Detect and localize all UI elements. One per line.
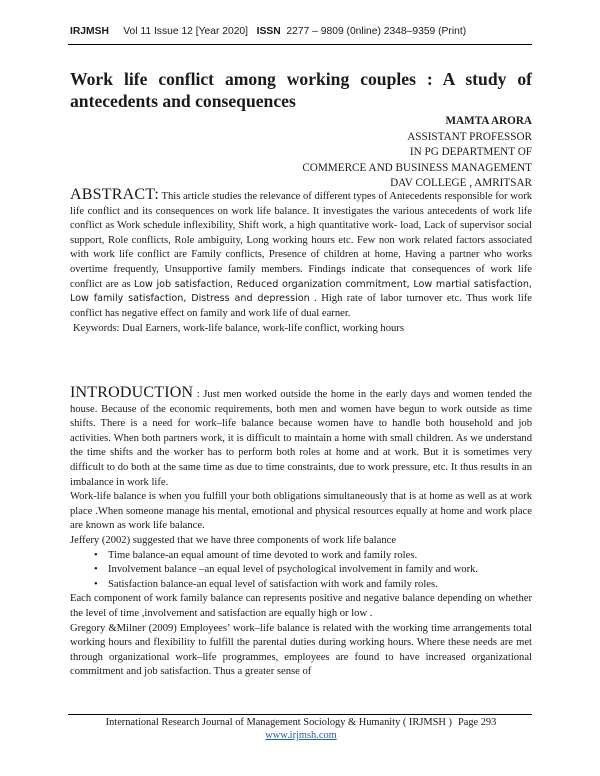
list-item (94, 578, 532, 593)
balance-components-list (70, 549, 532, 593)
paper-title: Work life conflict among working couples : A study of antecedents and consequences (70, 69, 532, 111)
list-item (94, 549, 532, 564)
footer-journal-name: International Research Journal of Management Sociology & Humanity ( IRJMSH ) (105, 717, 452, 728)
author-affiliation-line: IN PG DEPARTMENT OF (409, 146, 532, 159)
list-item (94, 563, 532, 578)
issn-label: ISSN (256, 26, 281, 37)
bullet-icon: • (94, 549, 98, 561)
introduction-heading: INTRODUCTION (70, 384, 194, 401)
intro-paragraph: Jeffery (2002) suggested that we have three components of work life balance (70, 534, 397, 546)
author-affiliation-line: ASSISTANT PROFESSOR (407, 130, 532, 143)
list-item-text: Involvement balance –an equal level of psychological involvement in family and work. (108, 564, 479, 576)
volume-issue: Vol 11 Issue 12 [Year 2020] (123, 26, 249, 37)
page-number: Page 293 (457, 717, 497, 728)
list-item-text: Satisfaction balance-an equal level of satisfaction with work and family roles. (108, 578, 438, 590)
intro-paragraph (70, 386, 532, 490)
journal-url-link[interactable]: www.irjmsh.com (265, 730, 337, 741)
abstract-paragraph (70, 188, 532, 321)
intro-text: : Just men worked outside the home in the early days and women tended the house. Because of the economic requirements, both men and women have begun to work outside as time shifts. There is a need for work–life balance because women have to handle both household and job activities. When both partners work, it is difficult to maintain a home with small children. As we understand the time shifts and the worker has to perform both roles at home and at work. But it is sometimes very difficult to do both at the same time as due to time constraints, due to work pressure, etc. It thus results in an imbalance in work life. (70, 389, 532, 488)
footer-line (70, 716, 532, 729)
bullet-icon: • (94, 564, 98, 576)
abstract-consequences: Low job satisfaction, Reduced organization commitment, Low martial satisfaction, Low family satisfaction, Distress and depression (70, 278, 532, 305)
page-footer (70, 716, 532, 742)
author-block (302, 114, 532, 192)
journal-abbr: IRJMSH (70, 26, 109, 37)
bullet-icon: • (94, 578, 98, 590)
issn-text: 2277 – 9809 (0nline) 2348–9359 (Print) (286, 26, 467, 37)
header-rule (68, 44, 532, 45)
list-item-text: Time balance-an equal amount of time devoted to work and family roles. (108, 549, 418, 561)
introduction-section (70, 386, 532, 680)
author-name: MAMTA ARORA (445, 115, 532, 127)
abstract-section (70, 188, 532, 337)
intro-paragraph: Gregory &Milner (2009) Employees’ work–life balance is related with the working time arrangements total working hours and flexibility to fulfill the parental duties during working hours. Where these needs are met through organizational work–life programmes, employees are found to have increased organizational commitment and job satisfaction. Thus a greater sense of (70, 622, 532, 678)
keywords: Keywords: Dual Earners, work-life balance, work-life conflict, working hours (73, 323, 404, 335)
intro-paragraph: Each component of work family balance can represents positive and negative balance depending on whether the level of time ,involvement and satisfaction are equally high or low . (70, 593, 532, 619)
abstract-text-end: . High rate of labor turnover etc. Thus work life conflict has negative effect on family and work life of dual earner. (70, 293, 532, 319)
author-affiliation-line: DAV COLLEGE , AMRITSAR (390, 177, 532, 190)
author-affiliation-line: COMMERCE AND BUSINESS MANAGEMENT (302, 161, 532, 174)
abstract-text: This article studies the relevance of different types of Antecedents responsible for work life conflict and its consequences on work life balance. It investigates the various antecedents of work life conflict as Work schedule inflexibility, Shift work, a high quantitative work- load, Lack of supervisor social support, Role conflicts, Role ambiguity, Long working hours etc. Few non work related factors associated with work life conflict are Family conflicts, Presence of children at home, Having a partner who works overtime frequently, Unsupportive family members. Findings indicate that consequences of work life conflict are as (70, 191, 532, 290)
intro-paragraph: Work-life balance is when you fulfill your both obligations simultaneously that is at home as well as at work place .When someone manage his mental, emotional and physical resources equally at home and work place are known as work life balance. (70, 491, 532, 532)
running-header (70, 26, 532, 37)
abstract-heading: ABSTRACT: (70, 186, 160, 203)
footer-rule (68, 714, 532, 715)
